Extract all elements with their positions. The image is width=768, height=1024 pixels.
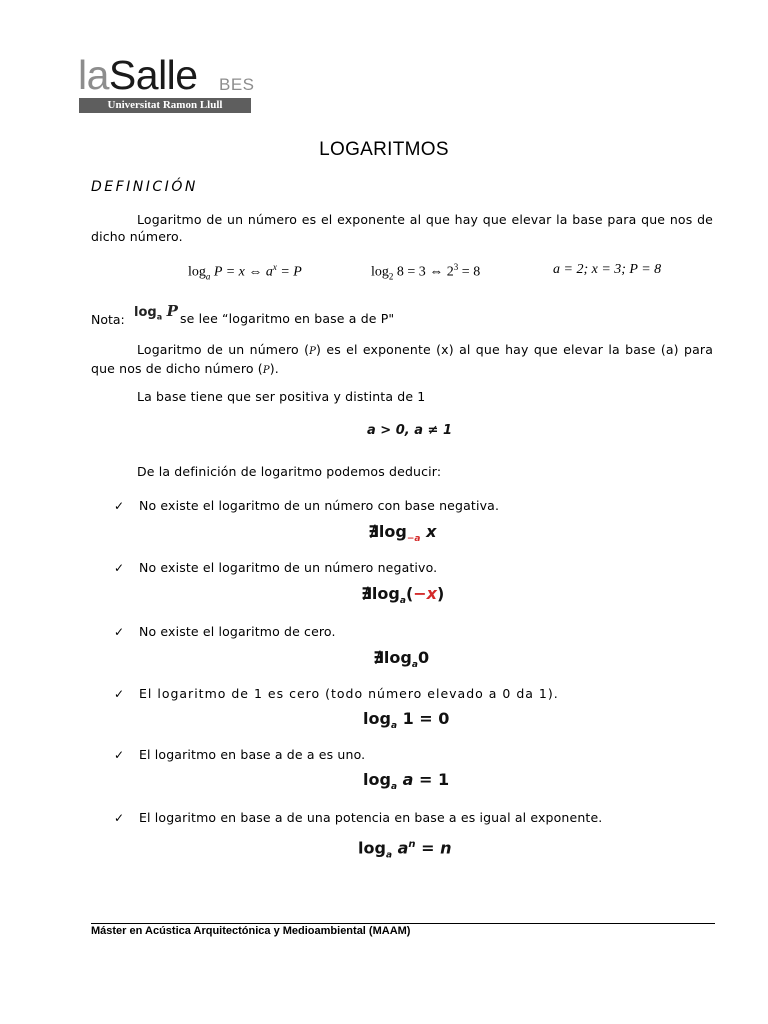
note-formula: $\log_a P$ — [134, 302, 178, 322]
logo-university-bar: Universitat Ramon Llull — [79, 98, 251, 113]
check-icon: ✓ — [114, 561, 125, 575]
formula-log-power: $\log_a a^n = n$ — [358, 838, 452, 861]
definition-text: Logaritmo de un número es el exponente al que hay que elevar la base para que nos de dicho número. — [91, 212, 713, 244]
bullet-item-3: ✓ No existe el logaritmo de cero. — [114, 624, 336, 639]
lasalle-logo — [78, 52, 198, 98]
bullet-item-4: ✓ El logaritmo de 1 es cero (todo número elevado a 0 da 1). — [114, 686, 559, 701]
deduction-paragraph: De la definición de logaritmo podemos deducir: — [137, 464, 442, 479]
formula-example: $\log_2 8 = 3$ ⇔ $2^3 = 8$ — [371, 262, 481, 282]
bullet-item-6: ✓ El logaritmo en base a de una potencia en base a es igual al exponente. — [114, 810, 603, 825]
footer-divider — [91, 923, 715, 924]
definition-paragraph — [91, 211, 713, 245]
check-icon: ✓ — [114, 748, 125, 762]
logo-salle: Salle — [108, 52, 198, 98]
formula-definition: $\log_a P = x$ ⇔ $a^x = P$ — [188, 262, 302, 282]
formula-no-log-zero: $∄\log_a0$ — [373, 648, 430, 671]
note-label: Nota: — [91, 312, 125, 327]
base-condition-formula: a > 0, a ≠ 1 — [367, 423, 452, 438]
base-paragraph: La base tiene que ser positiva y distinta de 1 — [137, 389, 426, 404]
bullet-item-1: ✓ No existe el logaritmo de un número con base negativa. — [114, 498, 500, 513]
formula-log-one: $\log_a 1 = 0$ — [363, 709, 450, 732]
formula-no-negative-number: $∄\log_a(-x)$ — [361, 584, 445, 607]
section-heading: DEFINICIÓN — [91, 179, 198, 195]
check-icon: ✓ — [114, 625, 125, 639]
check-icon: ✓ — [114, 499, 125, 513]
check-icon: ✓ — [114, 687, 125, 701]
page-title: LOGARITMOS — [319, 139, 449, 160]
logo-bes: BES — [219, 75, 255, 94]
formula-no-negative-base: $∄\log_{-a}$ x — [368, 522, 437, 545]
footer-text: Máster en Acústica Arquitectónica y Medioambiental (MAAM) — [91, 925, 411, 937]
bullet-item-2: ✓ No existe el logaritmo de un número negativo. — [114, 560, 438, 575]
check-icon: ✓ — [114, 811, 125, 825]
logo-la: la — [78, 52, 109, 98]
note-text: se lee “logaritmo en base a de P" — [180, 311, 395, 326]
bullet-item-5: ✓ El logaritmo en base a de a es uno. — [114, 747, 366, 762]
formula-values: a = 2; x = 3; P = 8 — [553, 262, 662, 277]
formula-log-base: $\log_a a = 1$ — [363, 770, 450, 793]
explanation-paragraph: Logaritmo de un número (P) es el exponente (x) al que hay que elevar la base (a) para que nos de dicho número (P). — [91, 342, 714, 376]
